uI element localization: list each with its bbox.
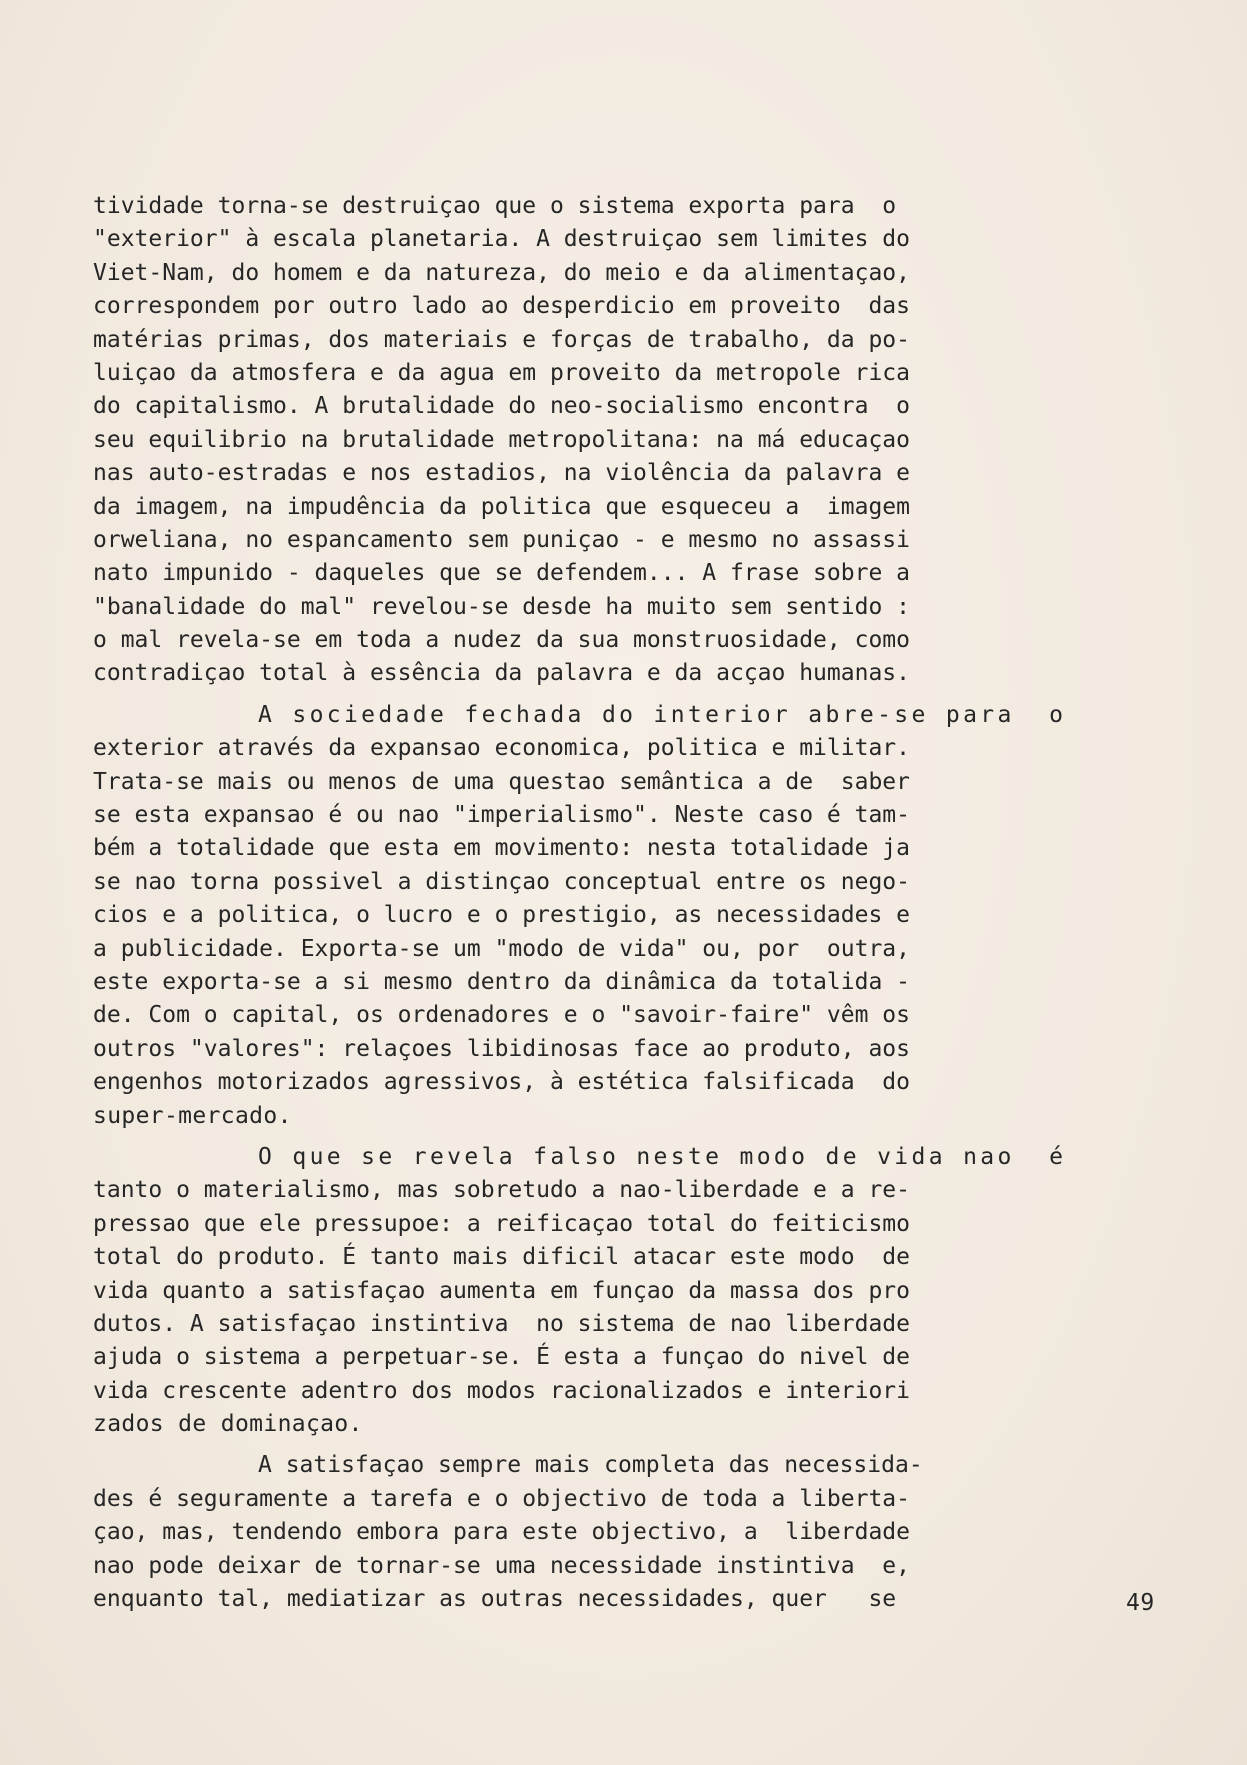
text-line: seu equilibrio na brutalidade metropolitana: na má educaçao bbox=[93, 426, 910, 453]
text-line: a publicidade. Exporta-se um "modo de vida" ou, por outra, bbox=[93, 935, 910, 962]
text-line: tividade torna-se destruiçao que o sistema exporta para o bbox=[93, 193, 897, 219]
text-line: o mal revela-se em toda a nudez da sua monstruosidade, como bbox=[93, 627, 910, 654]
paragraph bbox=[93, 699, 1077, 1133]
text-line: dutos. A satisfaçao instintiva no sistema de nao liberdade bbox=[93, 1310, 910, 1337]
text-line: A satisfaçao sempre mais completa das necessida- bbox=[258, 1452, 923, 1479]
text-line: tanto o materialismo, mas sobretudo a nao-liberdade e a re- bbox=[93, 1177, 910, 1204]
text-line: des é seguramente a tarefa e o objectivo de toda a liberta- bbox=[93, 1485, 910, 1512]
text-line: pressao que ele pressupoe: a reificaçao total do feiticismo bbox=[93, 1210, 910, 1237]
text-line: cios e a politica, o lucro e o prestigio, as necessidades e bbox=[93, 902, 910, 929]
text-line: nato impunido - daqueles que se defendem... A frase sobre a bbox=[93, 560, 910, 587]
text-line: total do produto. É tanto mais dificil atacar este modo de bbox=[93, 1244, 910, 1271]
paragraph bbox=[93, 1449, 1077, 1616]
text-line: matérias primas, dos materiais e forças de trabalho, da po- bbox=[93, 326, 910, 353]
text-line: outros "valores": relaçoes libidinosas face ao produto, aos bbox=[93, 1035, 910, 1062]
paragraph-gap bbox=[93, 1441, 1077, 1449]
text-line: luiçao da atmosfera e da agua em proveito da metropole rica bbox=[93, 359, 910, 386]
text-line: se nao torna possivel a distinçao conceptual entre os nego- bbox=[93, 868, 910, 895]
text-line: se esta expansao é ou nao "imperialismo". Neste caso é tam- bbox=[93, 802, 910, 829]
text-line: exterior através da expansao economica, politica e militar. bbox=[93, 735, 910, 762]
text-line: super-mercado. bbox=[93, 1102, 292, 1129]
text-line: Viet-Nam, do homem e da natureza, do meio e da alimentaçao, bbox=[93, 259, 910, 286]
text-line: A sociedade fechada do interior abre-se para o bbox=[258, 701, 1067, 728]
text-line: zados de dominaçao. bbox=[93, 1411, 363, 1438]
text-line: bém a totalidade que esta em movimento: nesta totalidade ja bbox=[93, 835, 910, 862]
page-number: 49 bbox=[1126, 1590, 1155, 1616]
text-line: da imagem, na impudência da politica que esqueceu a imagem bbox=[93, 493, 910, 520]
text-line: nao pode deixar de tornar-se uma necessidade instintiva e, bbox=[93, 1552, 910, 1579]
text-line: vida crescente adentro dos modos racionalizados e interiori bbox=[93, 1377, 910, 1404]
text-line: O que se revela falso neste modo de vida nao é bbox=[258, 1143, 1067, 1170]
text-line: do capitalismo. A brutalidade do neo-socialismo encontra o bbox=[93, 393, 910, 420]
text-line: enquanto tal, mediatizar as outras necessidades, quer se bbox=[93, 1586, 897, 1613]
text-line: nas auto-estradas e nos estadios, na violência da palavra e bbox=[93, 460, 910, 487]
paragraph bbox=[93, 1141, 1077, 1442]
body-text bbox=[93, 190, 1077, 1616]
paragraph-gap bbox=[93, 1133, 1077, 1141]
text-line: ajuda o sistema a perpetuar-se. É esta a funçao do nivel de bbox=[93, 1344, 910, 1371]
text-line: çao, mas, tendendo embora para este objectivo, a liberdade bbox=[93, 1519, 910, 1546]
text-line: correspondem por outro lado ao desperdicio em proveito das bbox=[93, 293, 910, 320]
paragraph-gap bbox=[93, 691, 1077, 699]
text-line: vida quanto a satisfaçao aumenta em funçao da massa dos pro bbox=[93, 1277, 910, 1304]
text-line: engenhos motorizados agressivos, à estética falsificada do bbox=[93, 1069, 910, 1096]
text-line: de. Com o capital, os ordenadores e o "savoir-faire" vêm os bbox=[93, 1002, 910, 1029]
text-line: "banalidade do mal" revelou-se desde ha muito sem sentido : bbox=[93, 593, 910, 620]
text-line: orweliana, no espancamento sem puniçao - e mesmo no assassi bbox=[93, 526, 910, 553]
text-line: "exterior" à escala planetaria. A destruiçao sem limites do bbox=[93, 226, 910, 253]
text-line: este exporta-se a si mesmo dentro da dinâmica da totalida - bbox=[93, 968, 910, 995]
text-line: Trata-se mais ou menos de uma questao semântica a de saber bbox=[93, 768, 910, 795]
text-line: contradiçao total à essência da palavra e da acçao humanas. bbox=[93, 660, 910, 687]
paragraph bbox=[93, 190, 1077, 691]
